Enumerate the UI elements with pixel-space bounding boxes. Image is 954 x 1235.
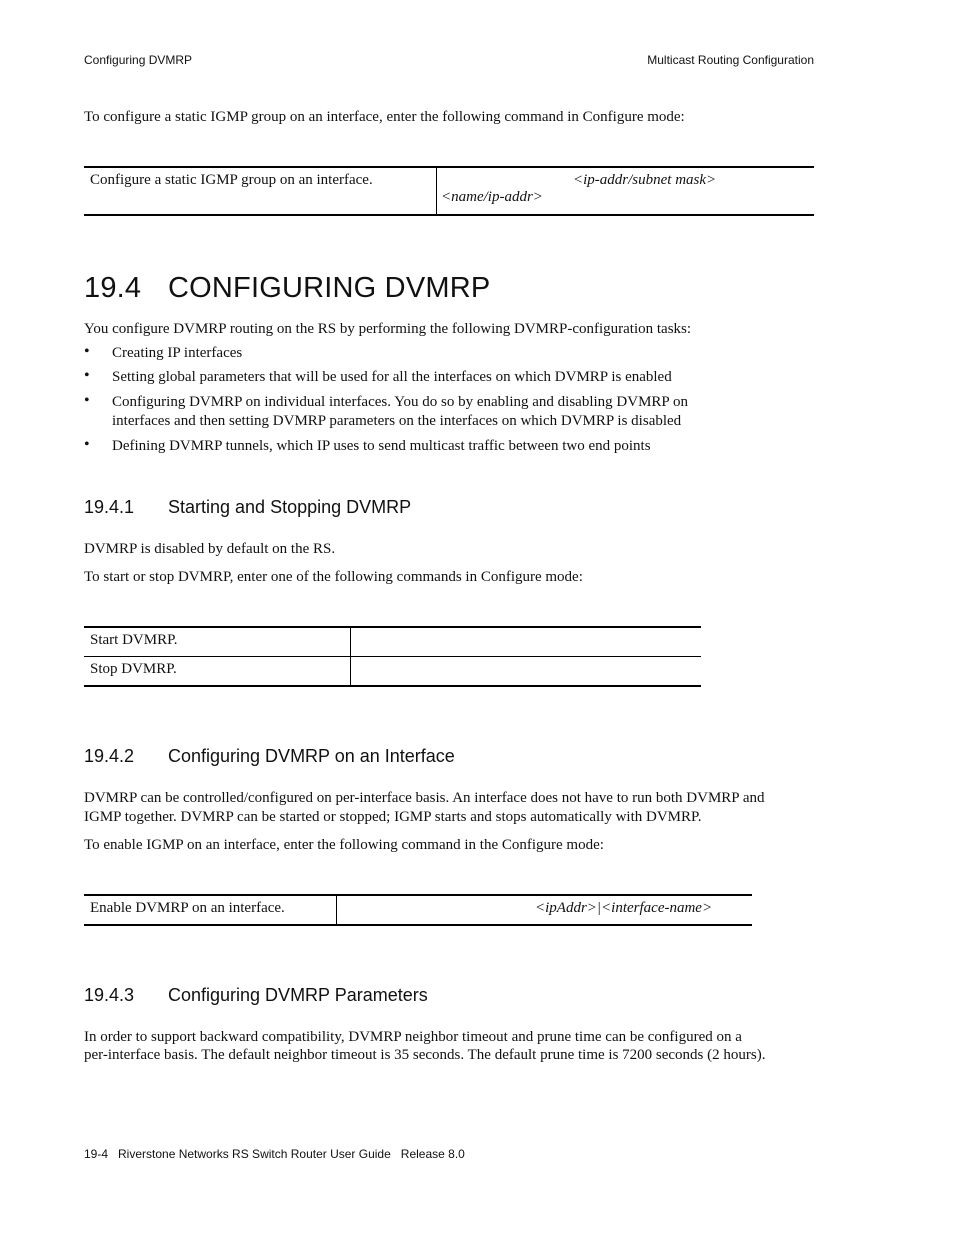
start-dvmrp-command (351, 627, 702, 657)
sub2-paragraph-line-1: DVMRP can be controlled/configured on per-interface basis. An interface does not have to run both DVMRP and (84, 790, 765, 806)
bullet-marker: • (84, 343, 90, 360)
static-igmp-command-cell (437, 167, 815, 215)
bullet-marker: • (84, 436, 90, 453)
subsection-heading-parameters (84, 985, 428, 1006)
task-bullet-text: Creating IP interfaces (112, 345, 243, 361)
start-dvmrp-description: Start DVMRP. (84, 627, 351, 657)
intro-paragraph: To configure a static IGMP group on an interface, enter the following command in Configure mode: (84, 109, 685, 125)
table-row (84, 657, 701, 687)
sub3-paragraph-line-1: In order to support backward compatibility, DVMRP neighbor timeout and prune time can be configured on a (84, 1029, 742, 1045)
subsection-heading-starting-stopping (84, 497, 411, 518)
static-igmp-command-table (84, 166, 814, 216)
sub1-paragraph-2: To start or stop DVMRP, enter one of the following commands in Configure mode: (84, 569, 583, 585)
static-igmp-description: Configure a static IGMP group on an interface. (84, 167, 437, 215)
stop-dvmrp-command (351, 657, 702, 687)
subsection-number: 19.4.1 (84, 497, 135, 517)
subsection-number: 19.4.2 (84, 746, 135, 766)
subsection-number: 19.4.3 (84, 985, 135, 1005)
table-row (84, 895, 752, 925)
section-title: CONFIGURING DVMRP (168, 272, 491, 304)
enable-dvmrp-description: Enable DVMRP on an interface. (84, 895, 337, 925)
bullet-marker: • (84, 392, 90, 409)
subsection-title: Configuring DVMRP on an Interface (168, 746, 455, 766)
running-header-right: Multicast Routing Configuration (647, 53, 814, 67)
static-igmp-arg-name: <name/ip-addr> (441, 189, 543, 205)
task-bullet-text: Setting global parameters that will be used for all the interfaces on which DVMRP is enabled (112, 369, 672, 385)
enable-dvmrp-command-table (84, 894, 752, 926)
sub3-paragraph-line-2: per-interface basis. The default neighbor timeout is 35 seconds. The default prune time is 7200 seconds (2 hours). (84, 1047, 766, 1063)
running-header-left: Configuring DVMRP (84, 53, 193, 67)
section-heading (84, 272, 490, 305)
subsection-title: Starting and Stopping DVMRP (168, 497, 412, 517)
task-bullet-text: Defining DVMRP tunnels, which IP uses to send multicast traffic between two end points (112, 438, 651, 454)
subsection-heading-interface (84, 746, 455, 767)
page-footer: 19-4 Riverstone Networks RS Switch Router User Guide Release 8.0 (84, 1147, 465, 1161)
task-bullet-text: Configuring DVMRP on individual interfaces. You do so by enabling and disabling DVMRP on interfaces and then setting DVMRP parameters on the interfaces on which DVMRP is disabled (112, 394, 688, 429)
sub2-paragraph-2: To enable IGMP on an interface, enter the following command in the Configure mode: (84, 837, 604, 853)
static-igmp-arg-subnet: <ip-addr/subnet mask> (573, 172, 717, 188)
start-stop-command-table (84, 626, 701, 687)
table-row (84, 627, 701, 657)
bullet-marker: • (84, 367, 90, 384)
sub2-paragraph-line-2: IGMP together. DVMRP can be started or stopped; IGMP starts and stops automatically with DVMRP. (84, 809, 702, 825)
section-intro: You configure DVMRP routing on the RS by performing the following DVMRP-configuration tasks: (84, 321, 692, 337)
enable-dvmrp-argument: <ipAddr>|<interface-name> (535, 900, 713, 916)
sub1-paragraph-1: DVMRP is disabled by default on the RS. (84, 541, 336, 557)
subsection-title: Configuring DVMRP Parameters (168, 985, 428, 1005)
section-number: 19.4 (84, 272, 142, 304)
stop-dvmrp-description: Stop DVMRP. (84, 657, 351, 687)
